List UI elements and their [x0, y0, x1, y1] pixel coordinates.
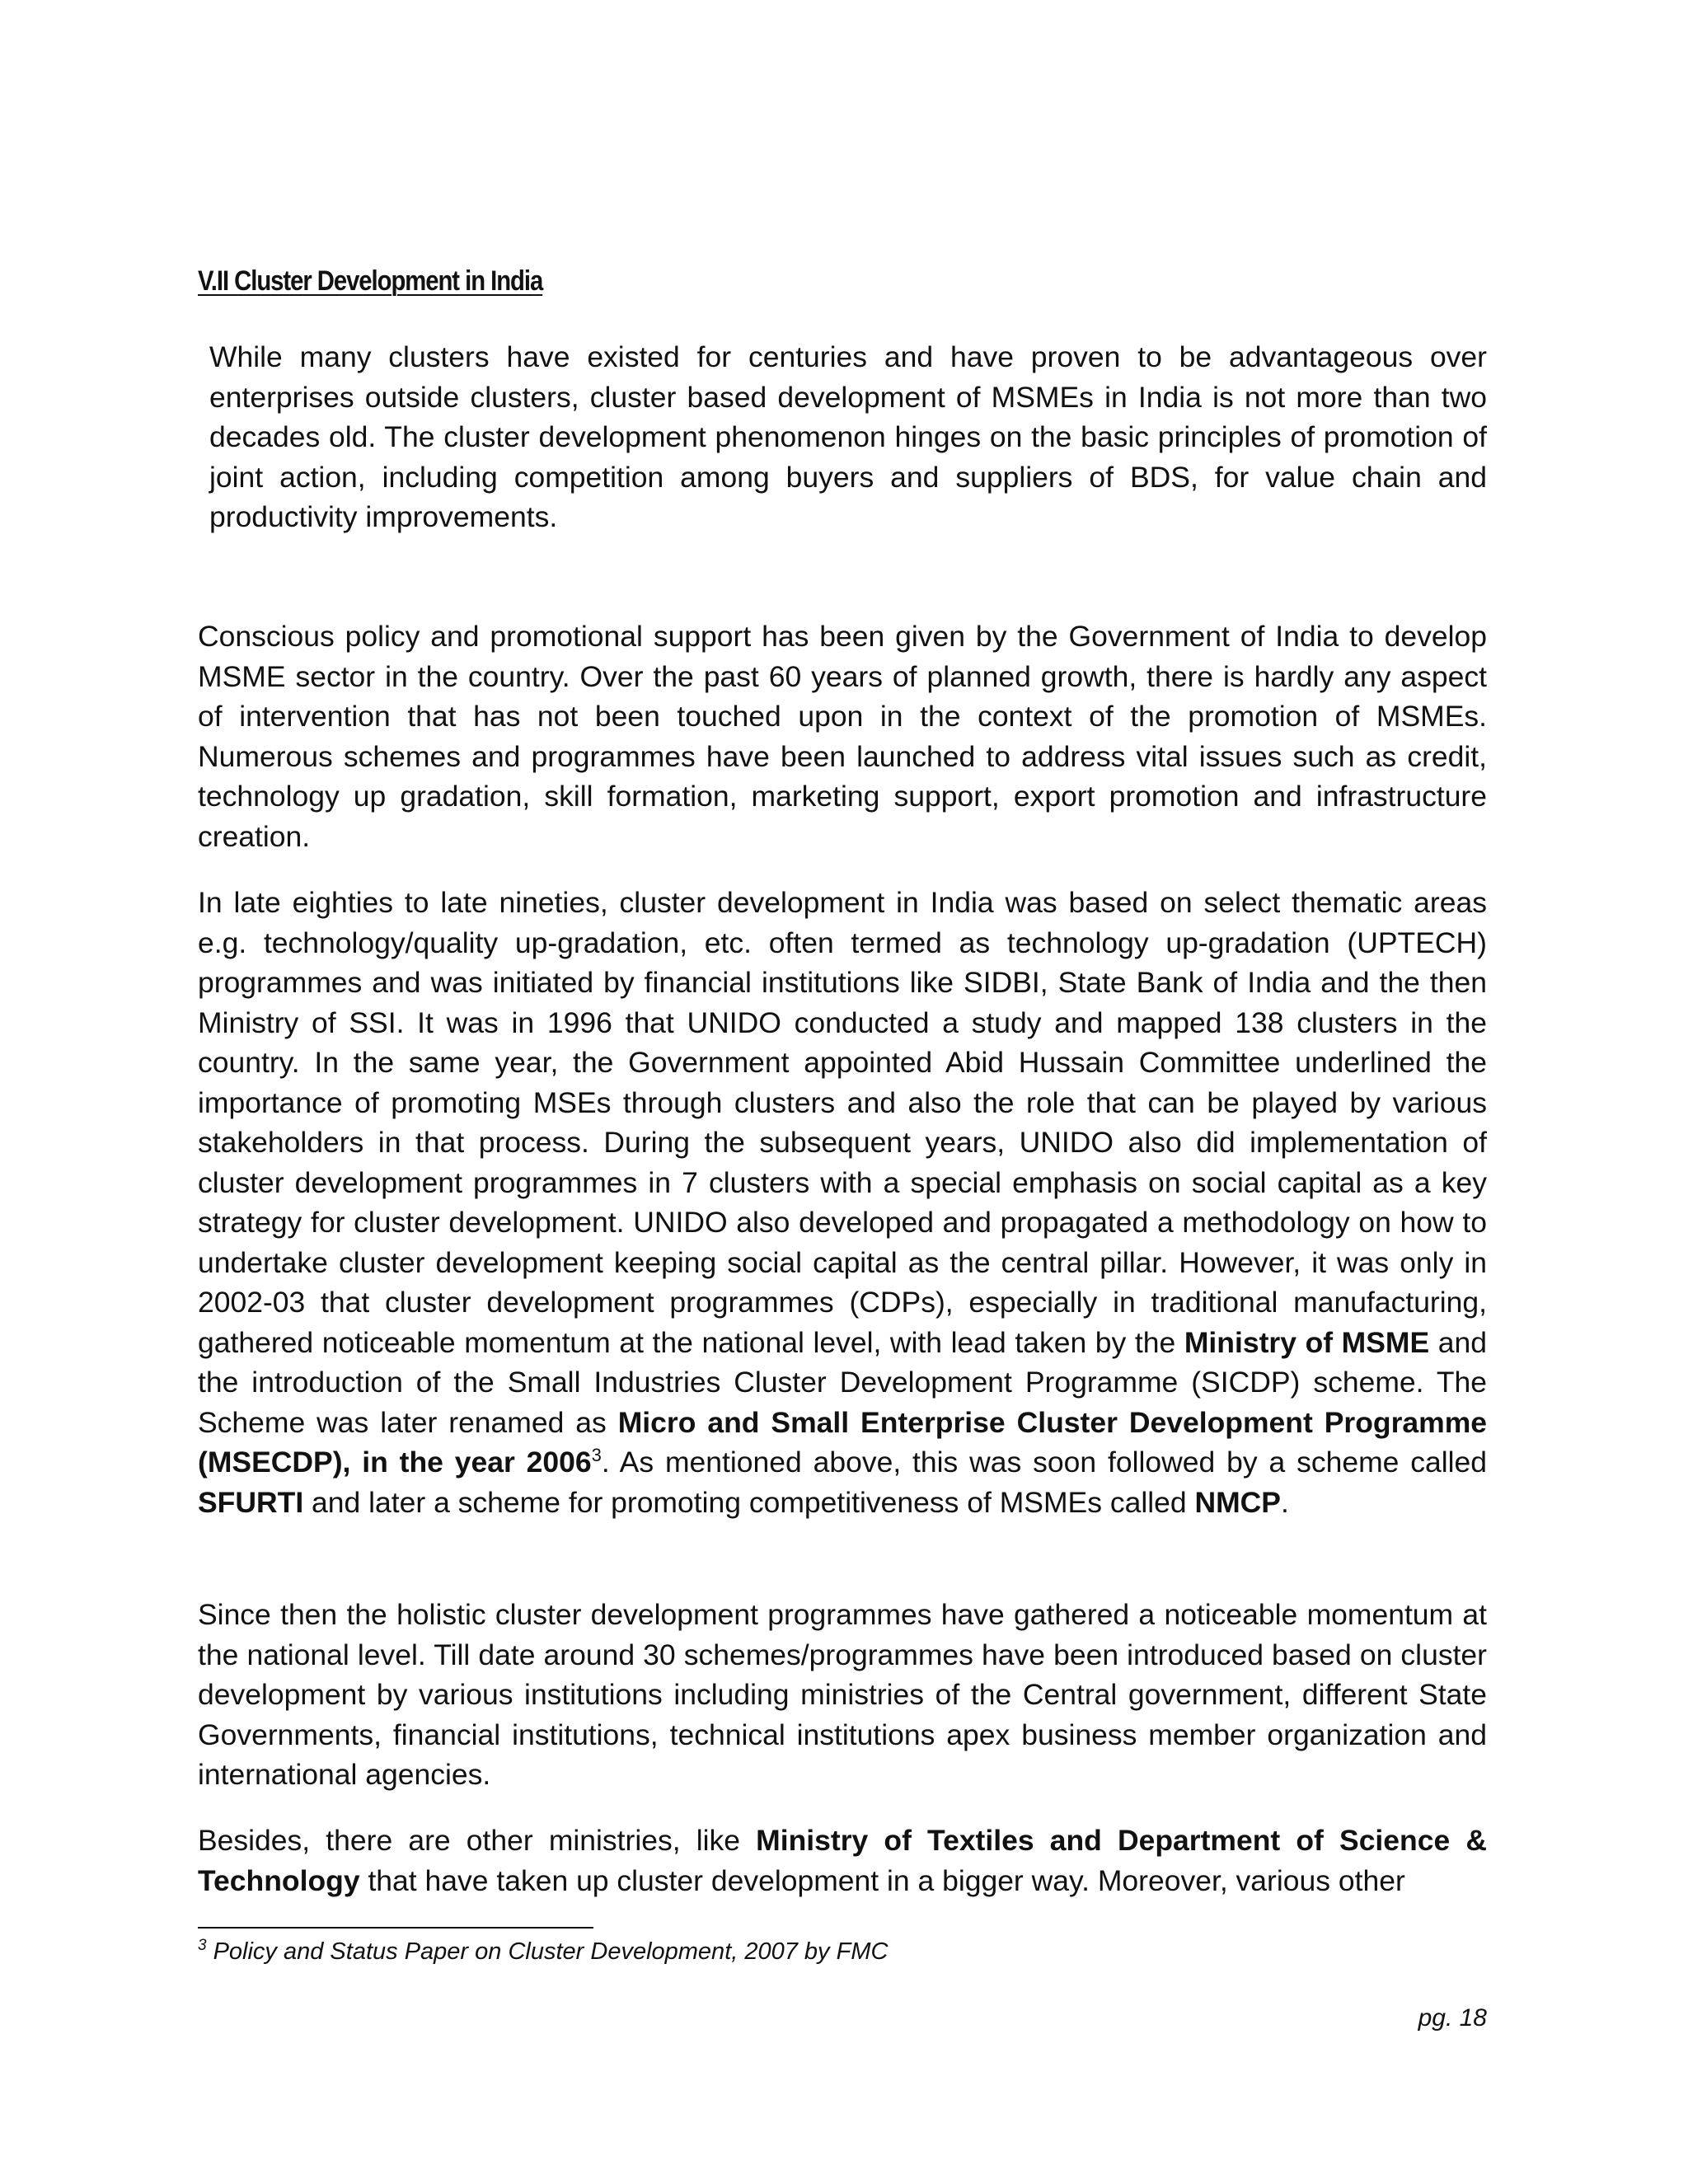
paragraph-cluster-history	[198, 883, 1487, 1522]
text-segment: .	[1280, 1485, 1289, 1519]
text-segment: that have taken up cluster development in a bigger way. Moreover, various other	[359, 1863, 1405, 1897]
footnote	[198, 1938, 888, 1966]
paragraph-intro: While many clusters have existed for centuries and have proven to be advantageous over enterprises outside clusters, cluster based development of MSMEs in India is not more than two decades old. The cluster development phenomenon hinges on the basic principles of promotion of joint action, including competition among buyers and suppliers of BDS, for value chain and productivity improvements.	[209, 340, 1487, 533]
section-heading: V.II Cluster Development in India	[198, 265, 543, 297]
text-segment: . As mentioned above, this was soon followed by a scheme called	[601, 1446, 1487, 1479]
bold-ministries: Ministry of Textiles and Department of Science & Technology	[198, 1824, 1487, 1897]
footnote-text: Policy and Status Paper on Cluster Development, 2007 by FMC	[213, 1938, 889, 1965]
paragraph-policy-support: Conscious policy and promotional support has been given by the Government of India to develop MSME sector in the country. Over the past 60 years of planned growth, there is hardly any aspect of intervention that has not been touched upon in the context of the promotion of MSMEs. Numerous schemes and programmes have been launched to address vital issues such as credit, technology up gradation, skill formation, marketing support, export promotion and infrastructure creation.	[198, 620, 1487, 853]
bold-sfurti: SFURTI	[198, 1485, 304, 1519]
text-segment: and later a scheme for promoting competitiveness of MSMEs called	[303, 1485, 1195, 1519]
text-segment: Besides, there are other ministries, like	[198, 1824, 757, 1857]
footnote-number: 3	[198, 1937, 207, 1955]
footnote-divider	[198, 1927, 593, 1929]
text-segment: In late eighties to late nineties, cluster development in India was based on select thematic areas e.g. technology/quality up-gradation, etc. often termed as technology up-gradation (UPTECH) programmes and was initiated by financial institutions like SIDBI, State Bank of India and the then Ministry of SSI. It was in 1996 that UNIDO conducted a study and mapped 138 clusters in the country. In the same year, the Government appointed Abid Hussain Committee underlined the importance of promoting MSEs through clusters and also the role that can be played by various stakeholders in that process. During the subsequent years, UNIDO also did implementation of cluster development programmes in 7 clusters with a special emphasis on social capital as a key strategy for cluster development. UNIDO also developed and propagated a methodology on how to undertake cluster development keeping social capital as the central pillar. However, it was only in 2002-03 that cluster development programmes (CDPs), especially in traditional manufacturing, gathered noticeable momentum at the national level, with lead taken by the	[198, 886, 1487, 1359]
bold-msecdp: Micro and Small Enterprise Cluster Development Programme (MSECDP), in the year 2006	[198, 1405, 1487, 1479]
bold-ministry-msme: Ministry of MSME	[1184, 1325, 1430, 1359]
bold-nmcp: NMCP	[1194, 1485, 1281, 1519]
text-segment: and the introduction of the Small Industries Cluster Development Programme (SICDP) scheme. The Scheme was later renamed as	[198, 1325, 1488, 1439]
paragraph-holistic-programmes: Since then the holistic cluster development programmes have gathered a noticeable momentum at the national level. Till date around 30 schemes/programmes have been introduced based on cluster development by various institutions including ministries of the Central government, different State Governments, financial institutions, technical institutions apex business member organization and international agencies.	[198, 1598, 1487, 1791]
page-number: pg. 18	[1418, 2004, 1487, 2032]
footnote-reference: 3	[591, 1445, 602, 1466]
paragraph-other-ministries	[198, 1821, 1487, 1900]
